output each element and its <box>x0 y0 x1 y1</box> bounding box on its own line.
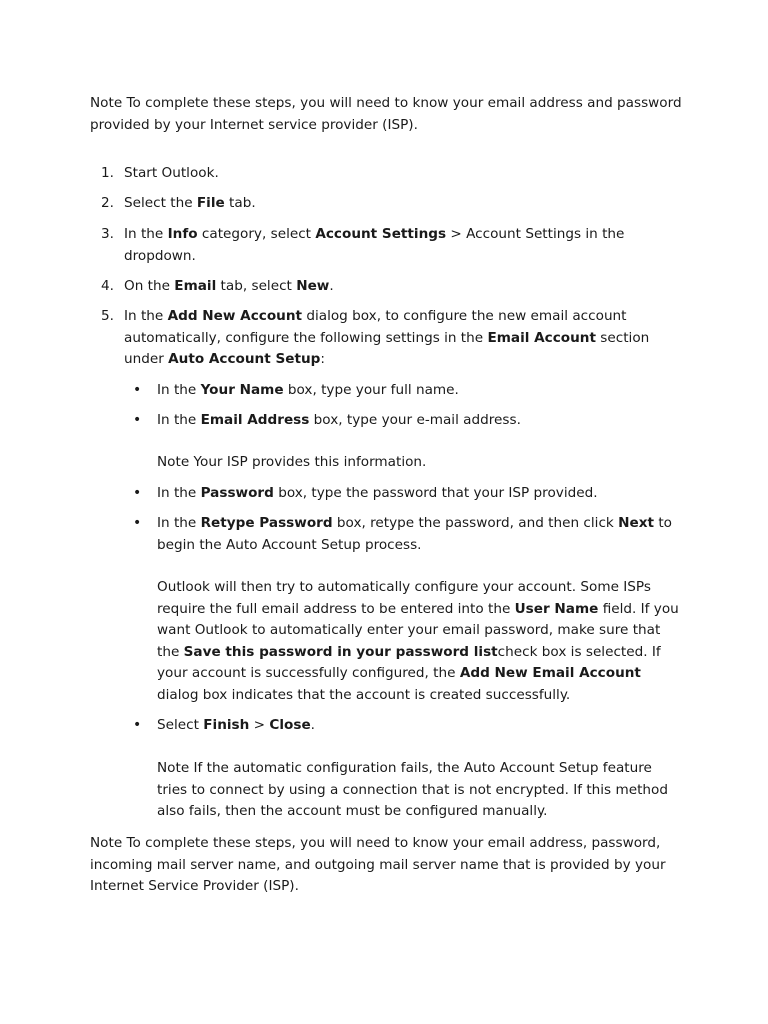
outlook-paragraph <box>157 577 685 706</box>
bold-term: Info <box>167 226 198 242</box>
bold-term: Save this password in your password list <box>183 643 498 660</box>
bold-term: Next <box>618 515 654 531</box>
text-run: check box is selected. If your account is successfully configured, the <box>157 643 661 681</box>
substep-text <box>157 410 685 432</box>
text-run: > <box>249 717 270 733</box>
bullet-glyph: • <box>133 717 142 733</box>
substep-text <box>157 483 685 505</box>
step-number: 1. <box>101 165 114 181</box>
bold-term: Your Name <box>200 382 284 398</box>
intro-note: Note To complete these steps, you will need to know your email address and password provided by your Internet service provider (ISP). <box>90 95 682 133</box>
text-run: dialog box, to configure the new email account automatically, configure the following settings in the <box>124 308 627 346</box>
text-run: In the <box>124 308 168 324</box>
bold-term: Auto Account Setup <box>168 351 321 367</box>
text-run: In the <box>157 515 201 531</box>
text-run: to begin the Auto Account Setup process. <box>157 515 672 553</box>
bold-term: User Name <box>514 600 599 617</box>
step-text <box>124 224 634 267</box>
text-run: tab, select <box>216 278 297 294</box>
text-run: . <box>310 717 315 733</box>
step-number: 5. <box>101 308 114 324</box>
text-run: category, select <box>197 226 316 242</box>
substep-text <box>157 715 685 737</box>
bold-term: New <box>296 278 330 294</box>
text-run: section under <box>124 329 650 367</box>
text-run: In the <box>124 226 168 242</box>
bullet-glyph: • <box>133 515 142 531</box>
bold-term: File <box>196 195 225 211</box>
text-run: > Account Settings in the dropdown. <box>124 226 625 264</box>
text-run: tab. <box>224 195 256 211</box>
step-text <box>124 163 684 185</box>
bold-term: Retype Password <box>200 515 333 531</box>
text-run: In the <box>157 382 201 398</box>
text-run: Outlook will then try to automatically configure your account. Some ISPs require the full email address to be entered into the <box>157 579 651 617</box>
bullet-glyph: • <box>133 382 142 398</box>
bold-term: Finish <box>203 717 250 733</box>
bold-term: Email Account <box>487 329 596 346</box>
text-run: field. If you want Outlook to automatically enter your email password, make sure that the <box>157 600 679 660</box>
bullet-glyph: • <box>133 485 142 501</box>
text-run: : <box>320 351 325 367</box>
step-text <box>124 306 664 371</box>
bullet-glyph: • <box>133 412 142 428</box>
text-run: box, type your e-mail address. <box>309 412 521 428</box>
text-run: . <box>329 278 334 294</box>
text-run: Select the <box>124 195 197 211</box>
outro-note: Note To complete these steps, you will need to know your email address, password, incoming mail server name, and outgoing mail server name that is provided by your Internet Service Provider (ISP). <box>90 835 666 894</box>
isp-note: Note Your ISP provides this information. <box>157 454 427 470</box>
bold-term: Email <box>174 278 217 294</box>
text-run: On the <box>124 278 175 294</box>
text-run: In the <box>157 485 201 501</box>
step-number: 2. <box>101 195 114 211</box>
text-run: In the <box>157 412 201 428</box>
text-run: Start Outlook. <box>124 165 219 181</box>
text-run: Select <box>157 717 204 733</box>
text-run: dialog box indicates that the account is created successfully. <box>157 686 571 703</box>
bold-term: Password <box>200 485 274 501</box>
bold-term: Add New Account <box>167 308 303 324</box>
step-text <box>124 276 684 298</box>
bold-term: Add New Email Account <box>459 665 641 681</box>
bold-term: Email Address <box>200 412 310 428</box>
text-run: box, type the password that your ISP provided. <box>273 485 598 501</box>
auto-fail-note: Note If the automatic configuration fails, the Auto Account Setup feature tries to connect by using a connection that is not encrypted. If this method also fails, then the account must be configured manually. <box>157 760 668 819</box>
text-run: box, type your full name. <box>283 382 459 398</box>
substep-text <box>157 380 685 402</box>
step-number: 4. <box>101 278 114 294</box>
bold-term: Close <box>269 717 311 733</box>
step-text <box>124 193 684 215</box>
substep-text <box>157 513 685 556</box>
bold-term: Account Settings <box>315 226 447 242</box>
step-number: 3. <box>101 226 114 242</box>
text-run: box, retype the password, and then click <box>332 515 619 531</box>
